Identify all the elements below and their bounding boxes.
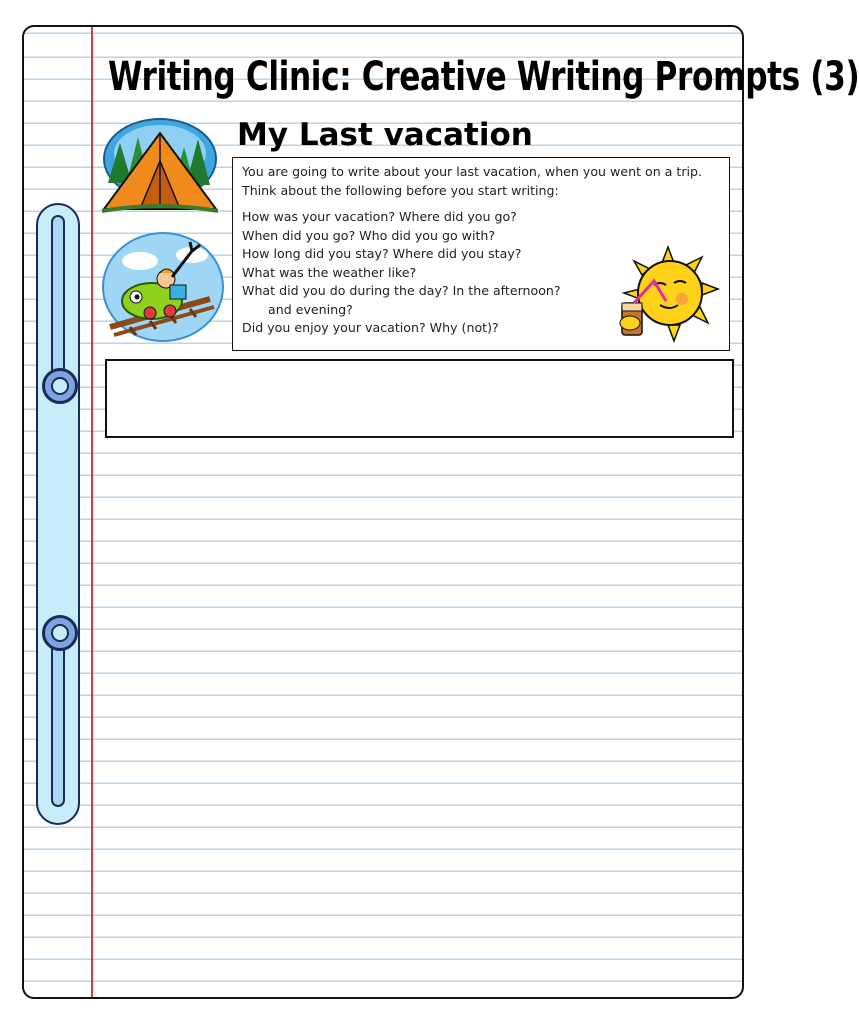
prompt-question: and evening? bbox=[268, 301, 353, 317]
margin-line bbox=[91, 27, 93, 997]
page-title: Writing Clinic: Creative Writing Prompts (3) bbox=[108, 54, 859, 100]
prompt-question: What did you do during the day? In the afternoon? bbox=[242, 283, 561, 298]
prompt-question: How was your vacation? Where did you go? bbox=[242, 209, 517, 224]
kid-on-train-clipart-icon bbox=[100, 229, 226, 347]
tent-clipart-icon bbox=[100, 113, 220, 223]
binder-ring-bottom-icon bbox=[42, 615, 78, 651]
binder-slot-bottom bbox=[51, 637, 65, 807]
sun-with-drink-clipart-icon bbox=[604, 245, 720, 349]
notebook-page bbox=[22, 25, 859, 999]
binder-ring-top-icon bbox=[42, 368, 78, 404]
binder-strip bbox=[36, 203, 80, 825]
prompt-question: How long did you stay? Where did you stay? bbox=[242, 246, 522, 261]
prompt-question: Did you enjoy your vacation? Why (not)? bbox=[242, 320, 499, 335]
writing-answer-box[interactable] bbox=[105, 359, 734, 438]
worksheet-subtitle: My Last vacation bbox=[237, 117, 533, 153]
prompt-intro-line: Think about the following before you start writing: bbox=[242, 182, 559, 198]
prompt-intro-line: You are going to write about your last vacation, when you went on a trip. bbox=[242, 164, 703, 179]
prompt-question: When did you go? Who did you go with? bbox=[242, 227, 496, 243]
prompt-question: What was the weather like? bbox=[242, 264, 417, 280]
binder-slot-top bbox=[51, 215, 65, 380]
